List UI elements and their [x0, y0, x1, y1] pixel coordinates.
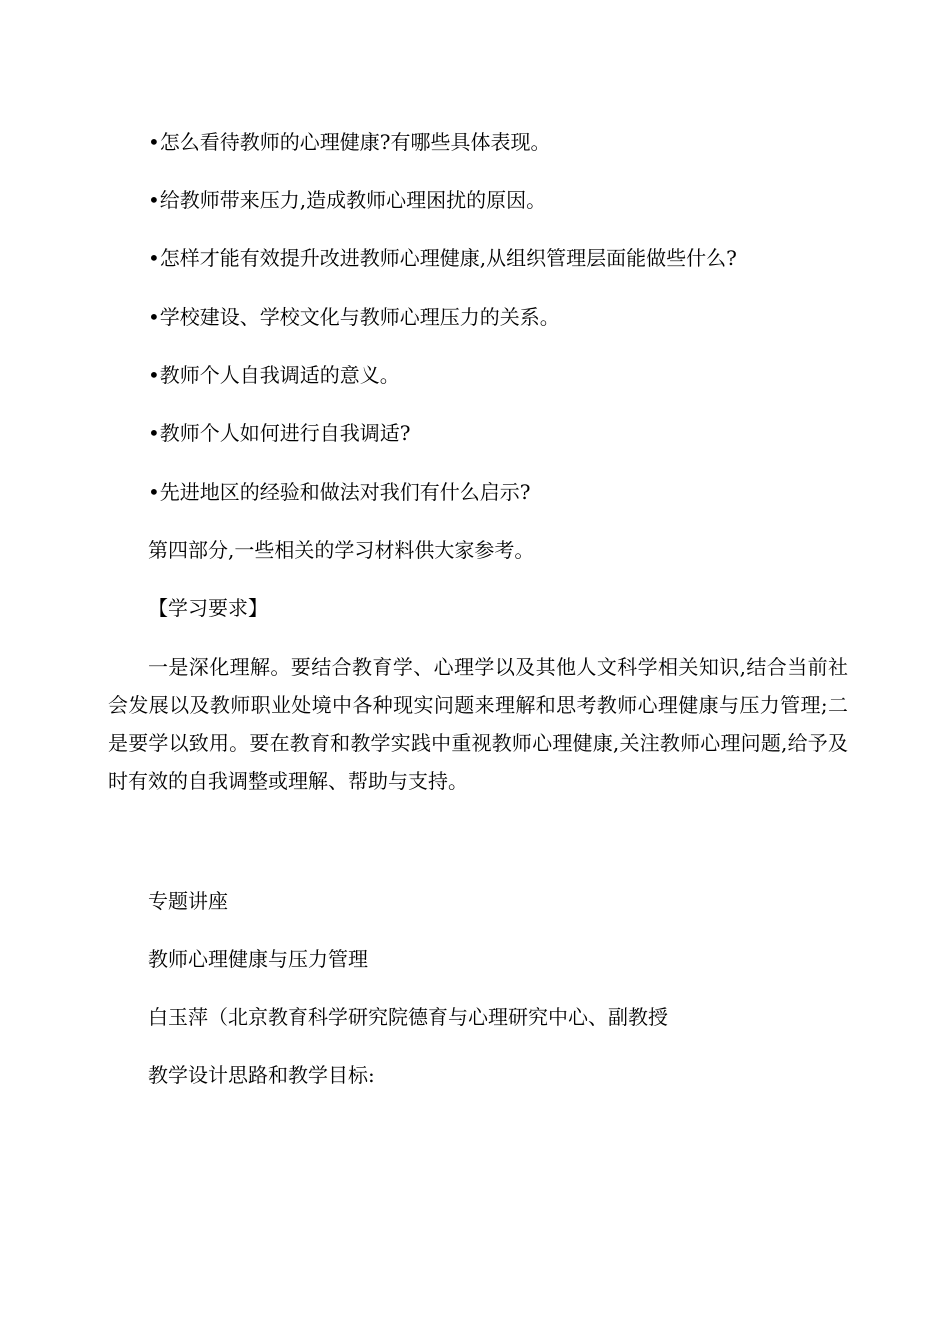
- bullet-item: •怎样才能有效提升改进教师心理健康,从组织管理层面能做些什么?: [148, 246, 737, 270]
- design-heading: 教学设计思路和教学目标:: [148, 1063, 375, 1087]
- part-four-text: 第四部分,一些相关的学习材料供大家参考。: [148, 538, 535, 562]
- lecture-label: 专题讲座: [148, 889, 228, 913]
- bullet-item: •学校建设、学校文化与教师心理压力的关系。: [148, 305, 560, 329]
- bullet-item: •教师个人自我调适的意义。: [148, 363, 400, 387]
- bullet-item: •怎么看待教师的心理健康?有哪些具体表现。: [148, 130, 551, 154]
- bullet-item: •先进地区的经验和做法对我们有什么启示?: [148, 480, 531, 504]
- lecture-title: 教师心理健康与压力管理: [148, 947, 368, 971]
- bullet-item: •教师个人如何进行自我调适?: [148, 421, 411, 445]
- requirements-heading: 【学习要求】: [148, 596, 268, 620]
- bullet-item: •给教师带来压力,造成教师心理困扰的原因。: [148, 188, 547, 212]
- requirements-body: 一是深化理解。要结合教育学、心理学以及其他人文科学相关知识,结合当前社会发展以及教师职业处境中各种现实问题来理解和思考教师心理健康与压力管理;二是要学以致用。要在教育和教学实践中重视教师心理健康,关注教师心理问题,给予及时有效的自我调整或理解、帮助与支持。: [108, 655, 848, 793]
- lecture-author: 白玉萍（北京教育科学研究院德育与心理研究中心、副教授: [148, 1005, 668, 1029]
